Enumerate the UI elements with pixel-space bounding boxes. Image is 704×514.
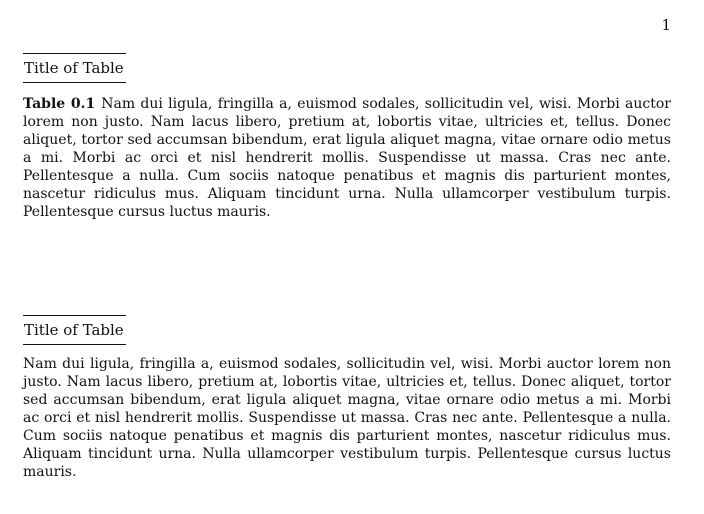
caption-text: Nam dui ligula, fringilla a, euismod sodales, sollicitudin vel, wisi. Morbi auctor lorem non justo. Nam lacus libero, pretium at, lobortis vitae, ultricies et, tellus. Donec aliquet, tortor sed accumsan bibendum, erat ligula aliquet magna, vitae ornare odio metus a mi. Morbi ac orci et nisl hendrerit mollis. Suspendisse ut massa. Cras nec ante. Pellentesque a nulla. Cum sociis natoque penatibus et magnis dis parturient montes, nascetur ridiculus mus. Aliquam tincidunt urna. Nulla ullamcorper vestibulum turpis. Pellentesque cursus luctus mauris.	[23, 96, 671, 220]
table-body-text: Nam dui ligula, fringilla a, euismod sodales, sollicitudin vel, wisi. Morbi auctor lorem non justo. Nam lacus libero, pretium at, lobortis vitae, ultricies et, tellus. Donec aliquet, tortor sed accumsan bibendum, erat ligula aliquet magna, vitae ornare odio metus a mi. Morbi ac orci et nisl hendrerit mollis. Suspendisse ut massa. Cras nec ante. Pellentesque a nulla. Cum sociis natoque penatibus et magnis dis parturient montes, nascetur ridiculus mus. Aliquam tincidunt urna. Nulla ullamcorper vestibulum turpis. Pellentesque cursus luctus mauris.	[23, 356, 671, 480]
table-section-2	[23, 315, 671, 495]
table-title: Title of Table	[23, 53, 126, 83]
table-section-1	[23, 53, 671, 235]
page-number: 1	[661, 16, 671, 34]
table-caption	[23, 95, 671, 221]
caption-label: Table 0.1	[23, 96, 96, 112]
table-title: Title of Table	[23, 315, 126, 345]
